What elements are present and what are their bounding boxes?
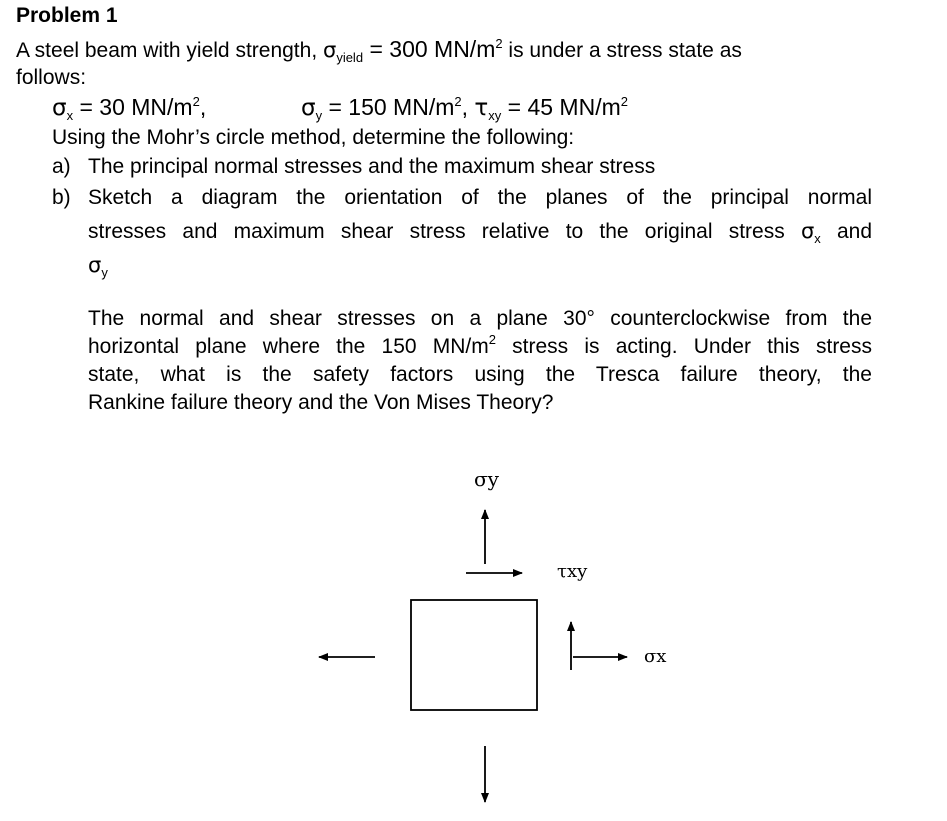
paragraph-line-4: Rankine failure theory and the Von Mises Theory? [88,391,554,414]
item-b-line-2-text: stresses and maximum shear stress relative to the original stress [88,220,801,243]
comma: , [461,94,468,120]
sigma-symbol: σ [323,38,337,62]
intro-text-a: A steel beam with yield strength, [16,39,323,62]
superscript-2: 2 [454,94,462,109]
tau-xy-subscript: xy [488,108,502,123]
sigma-x-subscript: x [66,108,74,123]
yield-subscript: yield [336,50,364,65]
superscript-2: 2 [495,36,503,51]
sigma-y-label: σy [474,467,499,491]
tau-symbol: τ [474,95,489,121]
paragraph-line-3: state, what is the safety factors using the Tresca failure theory, the [88,363,872,386]
item-a-text: The principal normal stresses and the maximum shear stress [88,155,656,178]
item-b-letter: b) [52,186,71,209]
superscript-2: 2 [488,332,496,347]
sigma-y-subscript: y [101,265,108,280]
sigma-symbol: σ [88,253,102,277]
sigma-x-label: σx [644,646,667,667]
instruction-text: Using the Mohr’s circle method, determine the following: [52,126,575,149]
intro-line-2: follows: [16,66,87,89]
comma: , [199,94,207,120]
intro-text-b: is under a stress state as [502,39,742,62]
stress-element-square [411,600,537,710]
sigma-y-subscript: y [315,108,323,123]
sigma-symbol: σ [800,219,815,243]
superscript-2: 2 [192,94,200,109]
tau-xy-label: τxy [557,561,588,582]
superscript-2: 2 [620,94,628,109]
problem-title: Problem 1 [16,4,118,27]
sigma-x-subscript: x [814,231,821,246]
sigma-symbol: σ [301,95,316,121]
yield-value: = 300 MN/m [363,36,496,62]
paragraph-line-2-b: stress is acting. Under this stress [495,335,872,358]
item-b-line-2-end: and [820,220,872,243]
paragraph-line-1: The normal and shear stresses on a plane 30° counterclockwise from the [88,307,872,330]
paragraph-line-2-a: horizontal plane where the 150 MN/m [88,335,489,358]
tau-xy-value: = 45 MN/m [501,94,621,120]
item-a-letter: a) [52,155,71,178]
sigma-x-value: = 30 MN/m [73,94,193,120]
sigma-symbol: σ [52,95,67,121]
sigma-y-value: = 150 MN/m [322,94,455,120]
item-b-line-1: Sketch a diagram the orientation of the planes of the principal normal [88,186,872,209]
